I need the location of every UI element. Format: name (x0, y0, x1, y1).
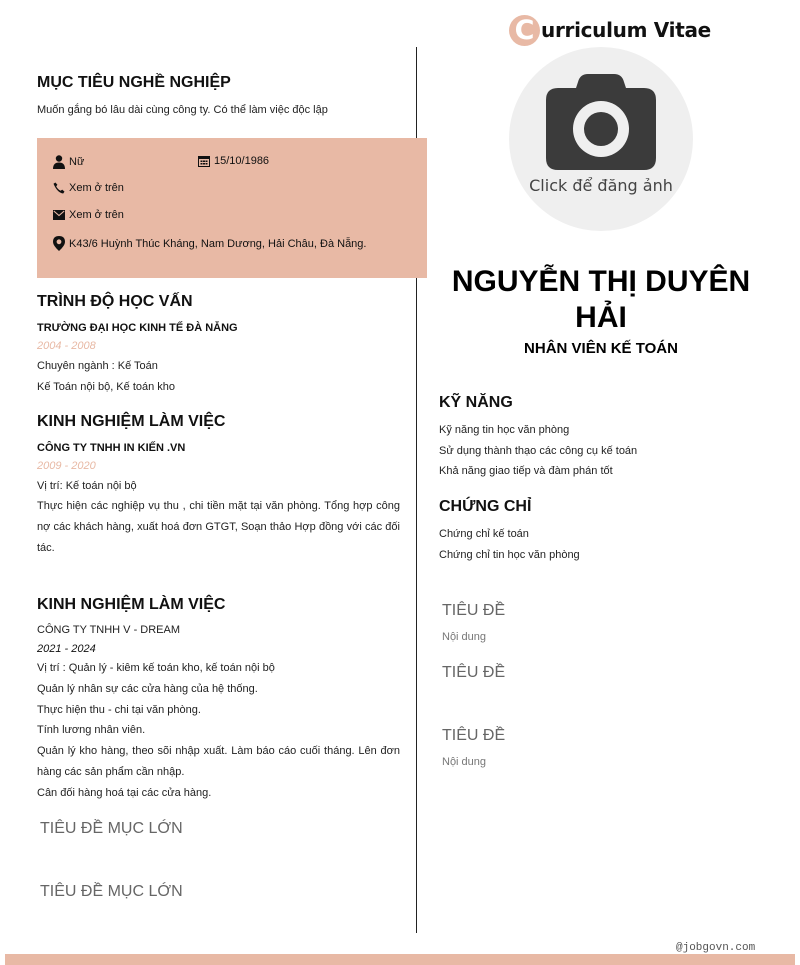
objective-text: Muốn gắng bó lâu dài cùng công ty. Có thể làm việc độc lập (37, 104, 328, 116)
education-school: TRƯỜNG ĐẠI HỌC KINH TẾ ĐÀ NẴNG (37, 322, 238, 334)
location-pin-icon (53, 236, 65, 251)
cv-heading-text: urriculum Vitae (541, 18, 711, 42)
email-value: Xem ở trên (69, 209, 124, 221)
experience1-period: 2009 - 2020 (37, 460, 96, 472)
cv-heading-initial: C (509, 15, 540, 46)
certificates-title: CHỨNG CHỈ (439, 498, 532, 515)
certificate-item: Chứng chỉ kế toán (439, 528, 529, 540)
education-period: 2004 - 2008 (37, 340, 96, 352)
email-row (53, 209, 124, 221)
education-detail: Kế Toán nội bộ, Kế toán kho (37, 381, 176, 393)
phone-row (53, 182, 124, 194)
experience2-line: Thực hiện thu - chi tại văn phòng. (37, 704, 201, 716)
education-title: TRÌNH ĐỘ HỌC VẤN (37, 293, 193, 310)
contact-box (37, 138, 427, 278)
cv-heading (509, 14, 711, 46)
photo-upload-label: Click để đăng ảnh (529, 176, 673, 195)
placeholder-section-title[interactable]: TIÊU ĐỀ MỤC LỚN (40, 820, 183, 837)
envelope-icon (53, 210, 65, 220)
placeholder-content[interactable]: Nội dung (442, 756, 487, 768)
placeholder-content[interactable]: Nội dung (442, 631, 487, 643)
experience1-title: KINH NGHIỆM LÀM VIỆC (37, 413, 226, 430)
address-value: K43/6 Huỳnh Thúc Kháng, Nam Dương, Hải Châu, Đà Nẵng. (69, 237, 367, 250)
person-icon (53, 155, 65, 169)
experience1-position: Vị trí: Kế toán nội bộ (37, 480, 137, 492)
experience2-line: Cân đối hàng hoá tại các cửa hàng. (37, 787, 212, 799)
experience1-description: Thực hiện các nghiệp vụ thu , chi tiền mặt tại văn phòng. Tổng hợp công nợ các khách hàng, xuất hoá đơn GTGT, Soạn thảo Hợp đồng với các đối tác. (37, 500, 400, 554)
education-major: Chuyên ngành : Kế Toán (37, 360, 158, 372)
watermark: @jobgovn.com (676, 942, 756, 954)
experience2-company: CÔNG TY TNHH V - DREAM (37, 624, 181, 636)
full-name: NGUYỄN THỊ DUYÊN HẢI (451, 265, 751, 334)
phone-value: Xem ở trên (69, 182, 124, 194)
placeholder-title[interactable]: TIÊU ĐỀ (442, 602, 506, 619)
skills-title: KỸ NĂNG (439, 394, 513, 411)
photo-upload[interactable] (509, 47, 693, 231)
skill-item: Khả năng giao tiếp và đàm phán tốt (439, 465, 613, 477)
job-title: NHÂN VIÊN KẾ TOÁN (524, 340, 678, 357)
skill-item: Kỹ năng tin học văn phòng (439, 424, 570, 436)
gender-value: Nữ (69, 156, 85, 168)
placeholder-section-title[interactable]: TIÊU ĐỀ MỤC LỚN (40, 883, 183, 900)
experience2-title: KINH NGHIỆM LÀM VIỆC (37, 596, 226, 613)
gender-row (53, 155, 84, 169)
skill-item: Sử dụng thành thạo các công cụ kế toán (439, 445, 638, 457)
experience2-line: Quản lý nhân sự các cửa hàng của hệ thống. (37, 683, 258, 695)
placeholder-title[interactable]: TIÊU ĐỀ (442, 727, 506, 744)
dob-value: 15/10/1986 (214, 155, 270, 167)
calendar-icon (198, 155, 210, 167)
camera-icon (546, 74, 656, 170)
phone-icon (53, 182, 65, 194)
experience2-period: 2021 - 2024 (37, 643, 96, 655)
certificate-item: Chứng chỉ tin học văn phòng (439, 549, 580, 561)
address-row (53, 236, 366, 251)
dob-row (198, 155, 269, 167)
experience1-company: CÔNG TY TNHH IN KIẾN .VN (37, 442, 186, 454)
footer-bar (5, 954, 795, 965)
experience2-line: Quản lý kho hàng, theo sõi nhập xuất. Làm báo cáo cuối tháng. Lên đơn hàng các sản phẩm cần nhập. (37, 745, 400, 778)
experience2-line: Tính lương nhân viên. (37, 724, 146, 736)
objective-title: MỤC TIÊU NGHỀ NGHIỆP (37, 74, 231, 91)
placeholder-title[interactable]: TIÊU ĐỀ (442, 664, 506, 681)
experience2-line: Vị trí : Quản lý - kiêm kế toán kho, kế toán nội bộ (37, 662, 275, 674)
